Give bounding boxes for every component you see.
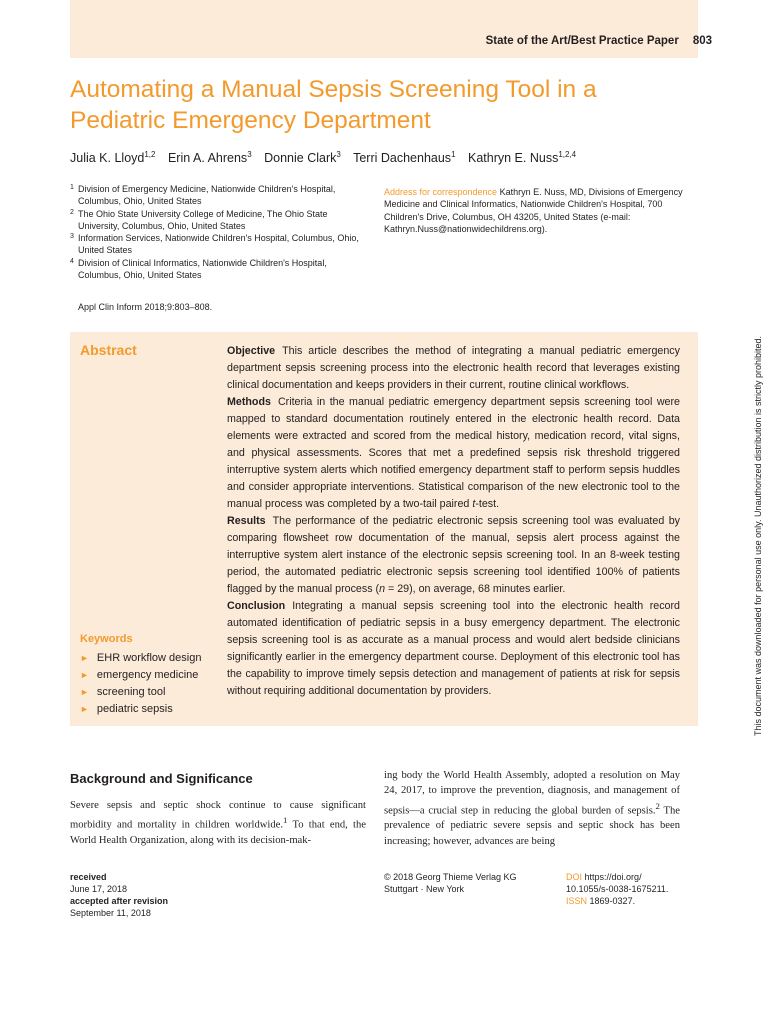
keywords-heading: Keywords	[80, 633, 133, 645]
triangle-bullet-icon: ►	[80, 653, 89, 663]
running-title: State of the Art/Best Practice Paper	[485, 35, 679, 47]
publisher-info	[384, 871, 517, 895]
author: Erin A. Ahrens$^3$	[167, 150, 252, 166]
keyword-item: ► pediatric sepsis	[80, 703, 173, 715]
running-head	[486, 35, 712, 47]
keyword-item: ► emergency medicine	[80, 669, 199, 681]
affiliation: 2 The Ohio State University College of Medicine, The Ohio State University, Columbus, Ohio, United States	[70, 208, 328, 231]
triangle-bullet-icon: ►	[80, 704, 89, 714]
affiliation: 3 Information Services, Nationwide Children's Hospital, Columbus, Ohio, United States	[70, 233, 359, 256]
article-title: Automating a Manual Sepsis Screening Tool in a Pediatric Emergency Department	[70, 76, 597, 134]
body-column-right: ing body the World Health Assembly, adopted a resolution on May 24, 2017, to improve the prevention, diagnosis, and management of sepsis—a crucial step in reducing the global burden of sepsis.$^2$ The prevalence of pediatric severe sepsis and septic shock has been increasing; however, advances are being	[384, 770, 681, 847]
doi-link[interactable]: https://doi.org/ 10.1055/s-0038-1675211.	[566, 872, 669, 894]
accepted-label: accepted after revision	[70, 896, 169, 906]
received-label: received	[70, 872, 107, 882]
abstract-conclusion: Conclusion Integrating a manual sepsis screening tool into the electronic health record automated identification of pediatric sepsis in a busy emergency department. The electronic sepsis screening tool is as accurate as a manual process and would alert bedside clinicians significantly earlier in the emergency department course. Deployment of this electronic tool has the capability to improve timely sepsis detection and management of patients at risk for sepsis without requiring additional documentation by providers.	[227, 600, 680, 697]
doi: DOI https://doi.org/ 10.1055/s-0038-1675211.	[566, 872, 669, 894]
affiliation: 1 Division of Emergency Medicine, Nationwide Children's Hospital, Columbus, Ohio, United States	[70, 184, 336, 207]
triangle-bullet-icon: ►	[80, 670, 89, 680]
correspondence-text: Kathryn E. Nuss, MD, Divisions of Emergency Medicine and Clinical Informatics, Nationwide Children's Hospital, 700 Children's Drive, Columbus, OH 43205, United States (e-mail: Kathryn.Nuss@nationwidechildrens.org).	[384, 187, 683, 234]
abstract-methods: Methods Criteria in the manual pediatric emergency department sepsis screening tool were mapped to standard documentation routinely entered in the electronic health record. Data elements were extracted and scored from the medical history, medication record, vital signs, and physical assessments. Scores that met a predefined sepsis risk threshold triggered interruptive system alerts which notified emergency department staff to perform sepsis huddles and consider appropriate interventions. Statistical comparison of the new electronic tool to the manual process was completed by a two-tail paired t-test.	[227, 396, 680, 510]
article-dates	[70, 871, 168, 919]
section-heading: Background and Significance	[70, 771, 253, 786]
author: Julia K. Lloyd$^{1,2}$	[70, 150, 156, 166]
abstract-objective: Objective This article describes the method of integrating a manual pediatric emergency department sepsis screening process into the electronic health record that leverages existing clinical documentation and keeps providers in their current, routine clinical workflows.	[227, 345, 680, 391]
author: Terri Dachenhaus$^1$	[353, 150, 456, 166]
identifiers	[566, 871, 686, 907]
keyword-item: ► screening tool	[80, 686, 166, 698]
author: Kathryn E. Nuss$^{1,2,4}$	[468, 150, 577, 166]
received-date: June 17, 2018	[70, 884, 128, 894]
author-list	[70, 150, 585, 165]
affiliation: 4 Division of Clinical Informatics, Nationwide Children's Hospital, Columbus, Ohio, United States	[70, 257, 327, 281]
correspondence	[384, 186, 694, 235]
affiliations	[70, 183, 370, 281]
abstract-results: Results The performance of the pediatric electronic sepsis screening tool was evaluated by comparing flowsheet row documentation of the manual, sepsis alert process against the interruptive system alert instance of the electronic sepsis screening tool. In an 8-week testing period, the automated pediatric electronic sepsis screening tool identified 100% of patients flagged by the manual process (n = 29), on average, 68 minutes earlier.	[227, 515, 680, 595]
accepted-date: September 11, 2018	[70, 908, 151, 918]
copyright: © 2018 Georg Thieme Verlag KG	[384, 872, 517, 882]
author: Donnie Clark$^3$	[264, 150, 341, 166]
issn: ISSN 1869-0327.	[566, 896, 636, 906]
abstract-body	[227, 343, 680, 700]
download-notice: This document was downloaded for personal use only. Unauthorized distribution is strictly prohibited.	[753, 335, 763, 736]
page-number: 803	[692, 35, 712, 47]
keyword-item: ► EHR workflow design	[80, 652, 202, 664]
abstract-heading: Abstract	[80, 342, 137, 358]
body-column-left: Severe sepsis and septic shock continue to cause significant morbidity and mortality in children worldwide.$^1$ To that end, the World Health Organization, along with its decision-mak-	[70, 800, 366, 847]
publisher-location: Stuttgart · New York	[384, 884, 465, 894]
correspondence-label: Address for correspondence	[384, 187, 498, 197]
header-band	[70, 0, 698, 58]
keywords-list	[80, 650, 201, 718]
citation: Appl Clin Inform 2018;9:803–808.	[78, 302, 213, 312]
triangle-bullet-icon: ►	[80, 687, 89, 697]
